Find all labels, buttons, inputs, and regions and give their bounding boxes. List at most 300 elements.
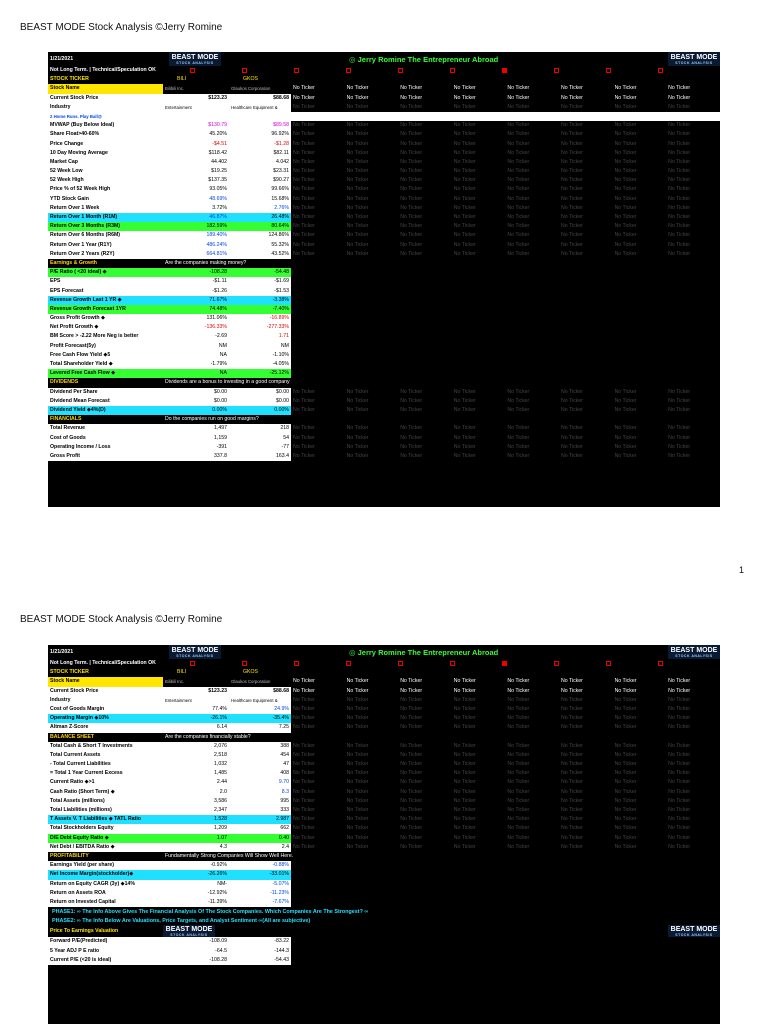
metric-value-2: $0.00 — [229, 397, 291, 406]
no-ticker-cell: No Ticker — [668, 204, 691, 211]
stock-name-label: Stock Name — [48, 677, 163, 686]
no-ticker-cell: No Ticker — [346, 834, 369, 841]
no-ticker-cell: No Ticker — [668, 177, 691, 184]
metric-value-1: $0.00 — [163, 388, 229, 397]
banner-title: ◎ Jerry Romine The Entrepreneur Abroad — [349, 54, 499, 64]
ticker-checkbox[interactable] — [294, 661, 299, 666]
no-ticker-cell: No Ticker — [293, 223, 315, 230]
stock-ticker-row — [48, 75, 720, 84]
ticker-checkbox[interactable] — [190, 68, 195, 73]
no-ticker-cell: No Ticker — [453, 168, 476, 175]
no-ticker-cell: No Ticker — [453, 388, 476, 395]
metric-row — [48, 314, 720, 323]
no-ticker-cell: No Ticker — [400, 250, 423, 257]
no-ticker-cell: No Ticker — [560, 149, 583, 156]
metric-value-2: 333 — [229, 806, 291, 815]
ticker-checkbox[interactable] — [606, 68, 611, 73]
no-ticker-cell: No Ticker — [346, 788, 369, 795]
metric-value-1: 1,032 — [163, 760, 229, 769]
metric-row — [48, 222, 720, 231]
ticker-checkbox[interactable] — [190, 661, 195, 666]
no-ticker-cell: No Ticker — [668, 195, 691, 202]
no-ticker-cell: No Ticker — [346, 140, 369, 147]
no-ticker-cell: No Ticker — [346, 715, 369, 722]
no-ticker-cell: No Ticker — [507, 678, 530, 685]
no-ticker-cell: No Ticker — [293, 140, 315, 147]
no-ticker-cell: No Ticker — [453, 788, 476, 795]
metric-value-2: 1.71 — [229, 332, 291, 341]
industry-value: Healthcare Equipment & — [229, 103, 291, 112]
phase1-text: PHASE1: ∞ The Info Above Gives The Financial Analysis Of The Stock Companies. Which Companies Are The Strongest? ∞ — [48, 909, 368, 915]
no-ticker-cell: No Ticker — [346, 397, 369, 404]
metric-value-1: -108.28 — [163, 956, 229, 965]
no-ticker-cell: No Ticker — [453, 204, 476, 211]
no-ticker-cell: No Ticker — [453, 434, 476, 441]
metric-value-2: -33.01% — [229, 870, 291, 879]
no-ticker-cell: No Ticker — [453, 195, 476, 202]
no-ticker-cell: No Ticker — [453, 816, 476, 823]
no-ticker-cell: No Ticker — [293, 797, 315, 804]
metric-label: D/E Debt Equity Ratio ◆ — [48, 834, 163, 843]
no-ticker-cell: No Ticker — [614, 742, 637, 749]
metric-label: Return on Assets ROA — [48, 889, 163, 898]
metric-row — [48, 424, 720, 433]
metric-value-2: 218 — [229, 424, 291, 433]
metric-value-1: 664.81% — [163, 250, 229, 259]
no-ticker-cell: No Ticker — [507, 241, 530, 248]
section-title: PROFITABILITY — [48, 852, 163, 861]
no-ticker-cell: No Ticker — [560, 751, 583, 758]
no-ticker-cell: No Ticker — [507, 715, 530, 722]
metric-value-1: -$1.11 — [163, 277, 229, 286]
metric-value-1: $19.25 — [163, 167, 229, 176]
no-ticker-cell: No Ticker — [614, 816, 637, 823]
no-ticker-cell: No Ticker — [453, 397, 476, 404]
industry-label: Industry — [48, 103, 163, 112]
ticker-checkbox[interactable] — [658, 661, 663, 666]
ticker-checkbox[interactable] — [502, 661, 507, 666]
header-date-row — [48, 645, 720, 659]
metric-value-1: -108.28 — [163, 268, 229, 277]
no-ticker-cell: No Ticker — [400, 204, 423, 211]
metric-row — [48, 797, 720, 806]
section-header-balance_section — [48, 733, 720, 742]
section-header-dividends_section — [48, 378, 720, 387]
metric-label: Levered Free Cash Flow ◆ — [48, 369, 163, 378]
no-ticker-cell: No Ticker — [293, 149, 315, 156]
no-ticker-cell: No Ticker — [453, 696, 476, 703]
no-ticker-cell: No Ticker — [293, 158, 315, 165]
no-ticker-cell: No Ticker — [560, 742, 583, 749]
metric-row — [48, 705, 720, 714]
no-ticker-cell: No Ticker — [346, 149, 369, 156]
logo-text: BEAST MODE — [670, 646, 718, 654]
no-ticker-cell: No Ticker — [614, 797, 637, 804]
no-ticker-cell: No Ticker — [346, 751, 369, 758]
metric-label: - Total Current Liabilities — [48, 760, 163, 769]
no-ticker-cell: No Ticker — [400, 443, 423, 450]
no-ticker-cell: No Ticker — [507, 158, 530, 165]
metric-label: Cash Ratio (Short Term) ◆ — [48, 788, 163, 797]
metric-value-2: 2.987 — [229, 815, 291, 824]
no-ticker-cell: No Ticker — [453, 425, 476, 432]
metric-row — [48, 898, 720, 907]
no-ticker-cell: No Ticker — [614, 715, 637, 722]
metric-label: Net Income Margin(stockholder)◆ — [48, 870, 163, 879]
metric-value-1: 74.48% — [163, 305, 229, 314]
metric-row — [48, 332, 720, 341]
no-ticker-cell: No Ticker — [346, 241, 369, 248]
metric-label: Dividend Yield ◆4%(D) — [48, 406, 163, 415]
metric-value-2: 47 — [229, 760, 291, 769]
metric-value-2: 4.042 — [229, 158, 291, 167]
ticker-checkbox[interactable] — [450, 661, 455, 666]
no-ticker-cell: No Ticker — [346, 186, 369, 193]
no-ticker-cell: No Ticker — [614, 825, 637, 832]
metric-value-2: -277.33% — [229, 323, 291, 332]
metric-row — [48, 158, 720, 167]
no-ticker-cell: No Ticker — [614, 807, 637, 813]
no-ticker-cell: No Ticker — [346, 204, 369, 211]
ticker-checkbox[interactable] — [398, 68, 403, 73]
no-ticker-cell: No Ticker — [507, 214, 530, 220]
no-ticker-cell: No Ticker — [400, 779, 423, 786]
no-ticker-cell: No Ticker — [346, 232, 369, 239]
ticker-gkos: GKOS — [229, 668, 291, 677]
no-ticker-cell: No Ticker — [507, 425, 530, 432]
no-ticker-cell: No Ticker — [400, 434, 423, 441]
metric-row — [48, 760, 720, 769]
no-ticker-cell: No Ticker — [400, 232, 423, 239]
no-ticker-cell: No Ticker — [668, 807, 691, 813]
metric-value-1: -108.09 — [163, 937, 229, 946]
no-ticker-cell: No Ticker — [668, 434, 691, 441]
blank-cell — [163, 112, 229, 121]
no-ticker-cell: No Ticker — [507, 807, 530, 813]
ticker-checkbox[interactable] — [242, 68, 247, 73]
ticker-checkbox[interactable] — [346, 661, 351, 666]
metric-label: 5 Year ADJ P E ratio — [48, 947, 163, 956]
stock-ticker-row — [48, 668, 720, 677]
no-ticker-cell: No Ticker — [507, 122, 530, 129]
no-ticker-cell: No Ticker — [400, 131, 423, 138]
ticker-checkbox[interactable] — [346, 68, 351, 73]
current-price-value: $88.68 — [229, 94, 291, 103]
no-ticker-cell: No Ticker — [346, 214, 369, 220]
metric-value-2: 163.4 — [229, 452, 291, 461]
no-ticker-cell: No Ticker — [400, 843, 423, 850]
metric-value-1: 3.72% — [163, 204, 229, 213]
ticker-checkbox[interactable] — [606, 661, 611, 666]
no-ticker-cell: No Ticker — [346, 705, 369, 712]
metric-value-2: 26.48% — [229, 213, 291, 222]
no-ticker-cell: No Ticker — [614, 687, 637, 694]
no-ticker-cell: No Ticker — [346, 807, 369, 813]
no-ticker-cell: No Ticker — [668, 397, 691, 404]
metric-value-1: 45.20% — [163, 130, 229, 139]
metric-row — [48, 406, 720, 415]
phase2-text: PHASE2: ∞ The Info Below Are Valuations, Price Targets, and Analyst Sentiment ∞(All are subjective) — [48, 918, 310, 924]
metric-value-1: 48.69% — [163, 195, 229, 204]
metric-label: 10 Day Moving Average — [48, 149, 163, 158]
metric-value-1: 131.06% — [163, 314, 229, 323]
metric-row — [48, 287, 720, 296]
no-ticker-cell: No Ticker — [400, 761, 423, 768]
no-ticker-cell: No Ticker — [346, 168, 369, 175]
metric-label: = Total 1 Year Current Excess — [48, 769, 163, 778]
no-ticker-cell: No Ticker — [507, 406, 530, 413]
no-ticker-cell: No Ticker — [614, 204, 637, 211]
no-ticker-cell: No Ticker — [453, 825, 476, 832]
section-note: Are the companies financially stable? — [163, 733, 363, 742]
no-ticker-cell: No Ticker — [293, 452, 315, 459]
no-ticker-cell: No Ticker — [400, 825, 423, 832]
metric-value-2: -3.38% — [229, 296, 291, 305]
no-ticker-cell: No Ticker — [453, 443, 476, 450]
ticker-checkbox[interactable] — [242, 661, 247, 666]
no-ticker-cell: No Ticker — [614, 122, 637, 129]
subtitle-row — [48, 66, 720, 75]
no-ticker-cell: No Ticker — [668, 696, 691, 703]
no-ticker-cell: No Ticker — [453, 678, 476, 685]
metric-value-2: -5.07% — [229, 880, 291, 889]
no-ticker-cell: No Ticker — [614, 85, 637, 92]
metric-label: Return Over 1 Week — [48, 204, 163, 213]
industry-row — [48, 103, 720, 112]
no-ticker-cell: No Ticker — [453, 761, 476, 768]
metric-label: T Assets V. T Liabilities ◆ TATL Ratio — [48, 815, 163, 824]
no-ticker-cell: No Ticker — [453, 742, 476, 749]
logo-text: BEAST MODE — [670, 53, 718, 61]
no-ticker-cell: No Ticker — [560, 434, 583, 441]
no-ticker-cell: No Ticker — [346, 797, 369, 804]
no-ticker-cell: No Ticker — [560, 85, 583, 92]
no-ticker-cell: No Ticker — [346, 770, 369, 777]
home-runs-note: 2 Home Runs. Play Ball@ — [48, 112, 163, 121]
no-ticker-cell: No Ticker — [668, 158, 691, 165]
no-ticker-cell: No Ticker — [560, 204, 583, 211]
metric-label: BM Score > -2.22 More Neg is better — [48, 332, 163, 341]
no-ticker-cell: No Ticker — [560, 816, 583, 823]
metric-label: Altman Z-Score — [48, 723, 163, 732]
no-ticker-cell: No Ticker — [293, 122, 315, 129]
no-ticker-cell: No Ticker — [400, 214, 423, 220]
ticker-checkbox[interactable] — [658, 68, 663, 73]
metric-label: P/E Ratio ( <20 ideal) ◆ — [48, 268, 163, 277]
no-ticker-cell: No Ticker — [400, 406, 423, 413]
no-ticker-cell: No Ticker — [507, 452, 530, 459]
no-ticker-cell: No Ticker — [507, 705, 530, 712]
logo-text: BEAST MODE — [171, 53, 219, 61]
no-ticker-cell: No Ticker — [293, 168, 315, 175]
metric-row — [48, 889, 720, 898]
no-ticker-cell: No Ticker — [346, 195, 369, 202]
no-ticker-cell: No Ticker — [507, 168, 530, 175]
metric-label: Return Over 1 Month (R1M) — [48, 213, 163, 222]
no-ticker-cell: No Ticker — [346, 742, 369, 749]
metric-row — [48, 947, 720, 956]
metric-value-1: -136.33% — [163, 323, 229, 332]
industry-row — [48, 696, 720, 705]
metric-row — [48, 714, 720, 723]
no-ticker-cell: No Ticker — [668, 761, 691, 768]
metric-value-1: 6.14 — [163, 723, 229, 732]
no-ticker-cell: No Ticker — [293, 779, 315, 786]
metric-row — [48, 360, 720, 369]
metric-row — [48, 130, 720, 139]
metric-value-1: -64.5 — [163, 947, 229, 956]
no-ticker-cell: No Ticker — [668, 168, 691, 175]
company-name: Bilibili Inc. — [163, 677, 229, 686]
beast-mode-logo-right — [668, 645, 720, 659]
metric-value-2: 0.00% — [229, 406, 291, 415]
no-ticker-cell: No Ticker — [400, 122, 423, 129]
report-date: 1/21/2021 — [48, 645, 163, 659]
no-ticker-cell: No Ticker — [614, 103, 637, 110]
metric-label: Dividend Per Share — [48, 388, 163, 397]
logo-subtext: STOCK ANALYSIS — [176, 653, 214, 658]
metric-value-2: 995 — [229, 797, 291, 806]
metric-value-2: -25.12% — [229, 369, 291, 378]
no-ticker-cell: No Ticker — [668, 705, 691, 712]
metric-row — [48, 121, 720, 130]
no-ticker-cell: No Ticker — [346, 250, 369, 257]
no-ticker-cell: No Ticker — [560, 705, 583, 712]
no-ticker-cell: No Ticker — [400, 705, 423, 712]
metric-label: EPS Forecast — [48, 287, 163, 296]
metric-row — [48, 751, 720, 760]
metric-label: Forward P/E(Predicted) — [48, 937, 163, 946]
metric-value-2: $23.31 — [229, 167, 291, 176]
ticker-checkbox[interactable] — [554, 661, 559, 666]
no-ticker-cell: No Ticker — [507, 724, 530, 731]
no-ticker-cell: No Ticker — [346, 779, 369, 786]
no-ticker-cell: No Ticker — [614, 452, 637, 459]
no-ticker-cell: No Ticker — [614, 397, 637, 404]
company-name: Glaukos Corporation — [229, 677, 291, 686]
no-ticker-cell: No Ticker — [453, 103, 476, 110]
metric-value-1: $130.79 — [163, 121, 229, 130]
no-ticker-cell: No Ticker — [293, 843, 315, 850]
section-title: FINANCIALS — [48, 415, 163, 424]
no-ticker-cell: No Ticker — [293, 204, 315, 211]
no-ticker-cell: No Ticker — [560, 715, 583, 722]
current-price-value: $123.23 — [163, 94, 229, 103]
no-ticker-cell: No Ticker — [507, 742, 530, 749]
metric-row — [48, 296, 720, 305]
no-ticker-cell: No Ticker — [400, 696, 423, 703]
no-ticker-cell: No Ticker — [560, 770, 583, 777]
current-price-value: $88.68 — [229, 687, 291, 696]
metric-value-2: 24.9% — [229, 705, 291, 714]
no-ticker-cell: No Ticker — [560, 177, 583, 184]
no-ticker-cell: No Ticker — [400, 388, 423, 395]
ticker-bili: BILI — [163, 75, 229, 84]
ticker-checkbox[interactable] — [450, 68, 455, 73]
no-ticker-cell: No Ticker — [560, 452, 583, 459]
no-ticker-cell: No Ticker — [293, 770, 315, 777]
no-ticker-cell: No Ticker — [293, 788, 315, 795]
no-ticker-cell: No Ticker — [614, 177, 637, 184]
metric-value-1: -2.69 — [163, 332, 229, 341]
beast-mode-logo-valuation — [163, 925, 215, 937]
ticker-checkbox[interactable] — [294, 68, 299, 73]
metric-value-2: 2.4 — [229, 843, 291, 852]
no-ticker-cell: No Ticker — [293, 742, 315, 749]
metric-label: YTD Stock Gain — [48, 195, 163, 204]
metric-value-1: 337.8 — [163, 452, 229, 461]
metric-row — [48, 149, 720, 158]
metric-value-1: -1.79% — [163, 360, 229, 369]
metric-value-1: NM — [163, 342, 229, 351]
no-ticker-cell: No Ticker — [400, 223, 423, 230]
metric-label: Cost of Goods — [48, 434, 163, 443]
no-ticker-cell: No Ticker — [614, 158, 637, 165]
no-ticker-cell: No Ticker — [293, 834, 315, 841]
no-ticker-cell: No Ticker — [400, 742, 423, 749]
no-ticker-cell: No Ticker — [668, 131, 691, 138]
no-ticker-cell: No Ticker — [293, 751, 315, 758]
metric-label: Total Assets (millions) — [48, 797, 163, 806]
ticker-checkbox[interactable] — [398, 661, 403, 666]
no-ticker-cell: No Ticker — [668, 788, 691, 795]
metric-label: 52 Week Low — [48, 167, 163, 176]
no-ticker-cell: No Ticker — [614, 770, 637, 777]
stock-name-row — [48, 84, 720, 93]
metric-row — [48, 351, 720, 360]
no-ticker-cell: No Ticker — [400, 770, 423, 777]
no-ticker-cell: No Ticker — [400, 186, 423, 193]
no-ticker-cell: No Ticker — [668, 406, 691, 413]
no-ticker-cell: No Ticker — [453, 232, 476, 239]
no-ticker-cell: No Ticker — [453, 177, 476, 184]
metric-row — [48, 434, 720, 443]
no-ticker-cell: No Ticker — [346, 825, 369, 832]
metric-value-2: NM — [229, 342, 291, 351]
no-ticker-cell: No Ticker — [668, 214, 691, 220]
metric-label: Return Over 2 Years (R2Y) — [48, 250, 163, 259]
no-ticker-cell: No Ticker — [614, 140, 637, 147]
metric-value-1: NA — [163, 351, 229, 360]
no-ticker-cell: No Ticker — [507, 85, 530, 92]
metric-row — [48, 167, 720, 176]
no-ticker-cell: No Ticker — [400, 94, 423, 101]
no-ticker-cell: No Ticker — [560, 779, 583, 786]
no-ticker-cell: No Ticker — [507, 797, 530, 804]
no-ticker-cell: No Ticker — [507, 103, 530, 110]
metric-value-1: 2.44 — [163, 778, 229, 787]
no-ticker-cell: No Ticker — [453, 85, 476, 92]
metric-row — [48, 268, 720, 277]
metric-row — [48, 185, 720, 194]
metric-label: Gross Profit — [48, 452, 163, 461]
metric-value-1: 44.402 — [163, 158, 229, 167]
ticker-checkbox[interactable] — [502, 68, 507, 73]
metric-row — [48, 843, 720, 852]
no-ticker-cell: No Ticker — [560, 122, 583, 129]
no-ticker-cell: No Ticker — [346, 687, 369, 694]
no-ticker-cell: No Ticker — [400, 807, 423, 813]
metric-value-2: -54.48 — [229, 268, 291, 277]
no-ticker-cell: No Ticker — [453, 94, 476, 101]
ticker-checkbox[interactable] — [554, 68, 559, 73]
metric-label: Earnings Yield (per share) — [48, 861, 163, 870]
metric-value-2: -7.40% — [229, 305, 291, 314]
report-subtitle: Not Long Term. | Technical/Speculation OK — [48, 66, 198, 75]
no-ticker-cell: No Ticker — [453, 751, 476, 758]
metric-label: Price % of 52 Week High — [48, 185, 163, 194]
no-ticker-cell: No Ticker — [293, 705, 315, 712]
